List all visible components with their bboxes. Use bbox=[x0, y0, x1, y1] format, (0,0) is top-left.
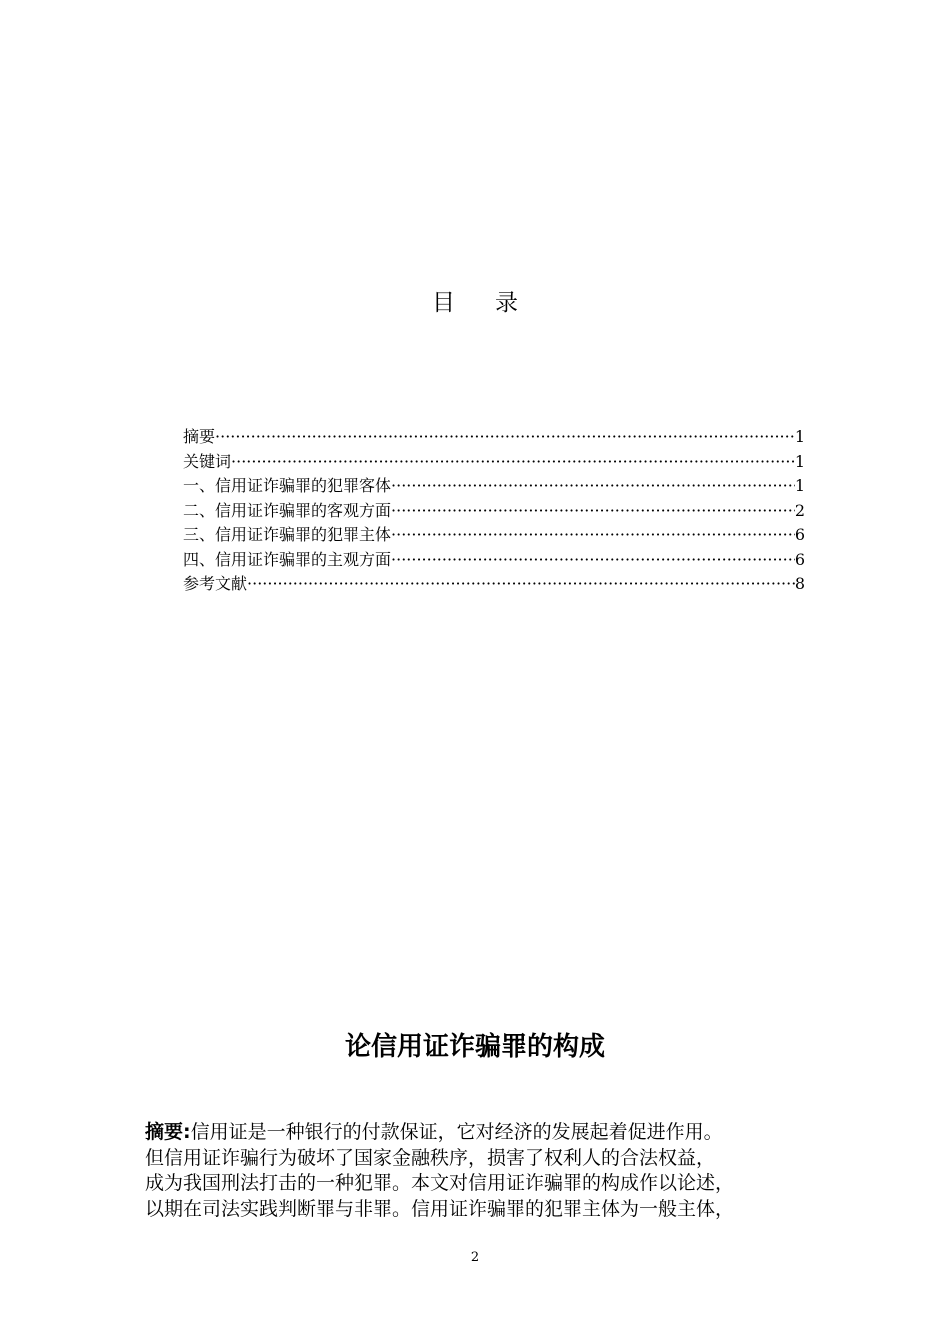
toc-leader-dots bbox=[247, 572, 795, 597]
toc-entry-label: 四、信用证诈骗罪的主观方面 bbox=[183, 549, 392, 569]
abstract-line: 以期在司法实践判断罪与非罪。信用证诈骗罪的犯罪主体为一般主体， bbox=[145, 1197, 735, 1220]
abstract-line: 成为我国刑法打击的一种犯罪。本文对信用证诈骗罪的构成作以论述， bbox=[145, 1172, 735, 1194]
toc-entry-page: 6 bbox=[794, 525, 805, 544]
toc-entry-section-2[interactable] bbox=[183, 499, 805, 524]
toc-title-right: 录 bbox=[495, 290, 518, 316]
toc-entry-section-4[interactable] bbox=[183, 548, 805, 573]
toc-entry-page: 6 bbox=[794, 549, 805, 569]
toc-title-left: 目 bbox=[432, 290, 455, 316]
abstract-line: 但信用证诈骗行为破坏了国家金融秩序，损害了权利人的合法权益， bbox=[145, 1146, 716, 1169]
toc-entry-abstract[interactable] bbox=[183, 425, 805, 450]
toc-title bbox=[0, 284, 950, 317]
toc-entry-section-3[interactable] bbox=[183, 523, 805, 548]
toc-leader-dots bbox=[231, 450, 795, 475]
toc-leader-dots bbox=[391, 474, 795, 499]
abstract-paragraph bbox=[145, 1120, 817, 1222]
toc-entry-label: 三、信用证诈骗罪的犯罪主体 bbox=[183, 525, 392, 544]
toc-entry-label: 一、信用证诈骗罪的犯罪客体 bbox=[183, 476, 392, 495]
toc-entry-label: 摘要 bbox=[183, 427, 216, 446]
toc-entry-page: 2 bbox=[794, 500, 805, 520]
document-title: 论信用证诈骗罪的构成 bbox=[344, 1032, 605, 1062]
toc-entry-page: 8 bbox=[794, 574, 805, 593]
toc-entry-label: 二、信用证诈骗罪的客观方面 bbox=[183, 500, 392, 520]
abstract-line bbox=[145, 1120, 817, 1146]
toc-entry-page: 1 bbox=[794, 451, 805, 471]
page-number: 2 bbox=[470, 1250, 480, 1265]
toc-entry-section-1[interactable] bbox=[183, 474, 805, 499]
toc-leader-dots bbox=[391, 548, 795, 573]
toc-leader-dots bbox=[215, 425, 795, 450]
toc-leader-dots bbox=[391, 523, 795, 548]
toc-entry-keywords[interactable] bbox=[183, 450, 805, 475]
toc-entry-page: 1 bbox=[794, 427, 805, 446]
toc-entry-label: 参考文献 bbox=[183, 574, 248, 593]
toc-entry-references[interactable] bbox=[183, 572, 805, 597]
toc-leader-dots bbox=[391, 499, 795, 524]
table-of-contents bbox=[183, 425, 805, 597]
toc-entry-label: 关键词 bbox=[183, 451, 232, 471]
abstract-label: 摘要: bbox=[145, 1121, 191, 1143]
abstract-text: 信用证是一种银行的付款保证，它对经济的发展起着促进作用。 bbox=[190, 1121, 723, 1143]
toc-entry-page: 1 bbox=[794, 476, 805, 495]
